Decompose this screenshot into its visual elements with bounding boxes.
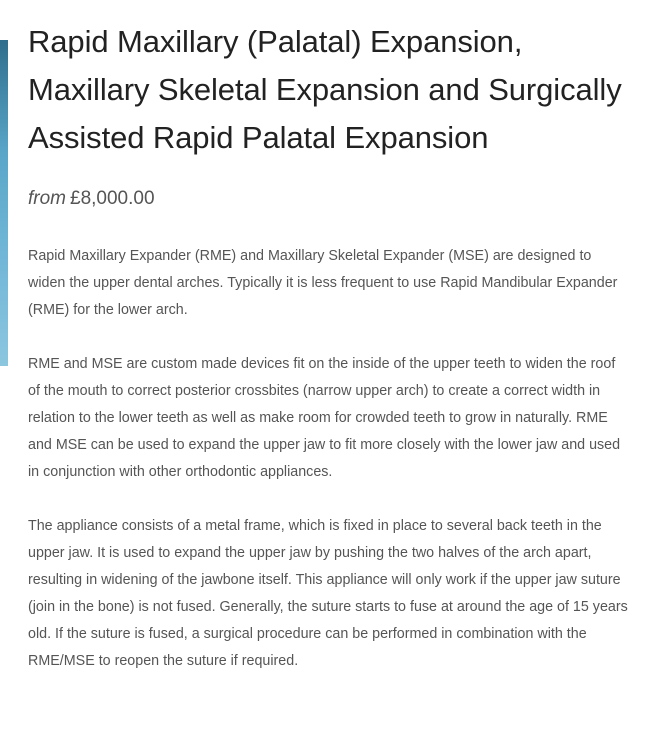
description-paragraph-3: The appliance consists of a metal frame, which is fixed in place to several back teeth in the upper jaw. It is used to expand the upper jaw by pushing the two halves of the arch apart, resulting in widening of the jawbone itself. This appliance will only work if the upper jaw suture (join in the bone) is not fused. Generally, the suture starts to fuse at around the age of 15 years old. If the suture is fused, a surgical procedure can be performed in combination with the RME/MSE to reopen the suture if required.: [28, 518, 628, 669]
product-title: Rapid Maxillary (Palatal) Expansion, Maxillary Skeletal Expansion and Surgically Assisted Rapid Palatal Expansion: [28, 24, 622, 155]
product-price: [28, 187, 628, 211]
price-prefix: from: [28, 188, 66, 209]
description-paragraph-1: Rapid Maxillary Expander (RME) and Maxillary Skeletal Expander (MSE) are designed to widen the upper dental arches. Typically it is less frequent to use Rapid Mandibular Expander (RME) for the lower arch.: [28, 248, 618, 318]
product-summary: [28, 18, 628, 675]
product-image-edge: [0, 40, 8, 366]
price-amount: £8,000.00: [70, 188, 155, 209]
description-paragraph-2: RME and MSE are custom made devices fit on the inside of the upper teeth to widen the roof of the mouth to correct posterior crossbites (narrow upper arch) to create a correct width in relation to the lower teeth as well as make room for crowded teeth to grow in naturally. RME and MSE can be used to expand the upper jaw to fit more closely with the lower jaw and used in conjunction with other orthodontic appliances.: [28, 356, 621, 480]
